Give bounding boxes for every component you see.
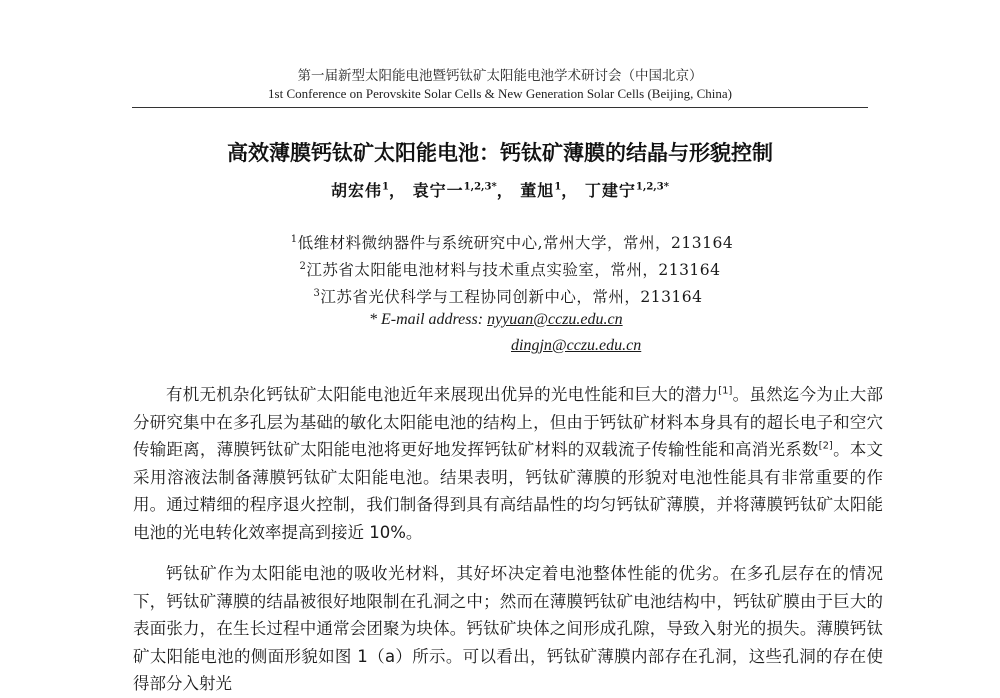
email-link-2[interactable]: dingjn@cczu.edu.cn bbox=[511, 337, 642, 354]
citation-ref: [2] bbox=[818, 440, 833, 452]
affiliation-2 bbox=[10, 258, 1000, 280]
author-name: 董旭 bbox=[520, 181, 555, 200]
email-line bbox=[369, 311, 623, 329]
author-affiliation-mark: 1 bbox=[382, 181, 390, 193]
email-line-2 bbox=[511, 337, 641, 355]
affiliation-mark: 1 bbox=[290, 233, 298, 245]
author-affiliation-mark: 1,2,3* bbox=[635, 181, 669, 193]
affiliation-text: 江苏省光伏科学与工程协同创新中心，常州，213164 bbox=[320, 288, 703, 306]
paragraph-text: 。虽然迄今为止大部分研究集中在多孔层为基础的敏化太阳能电池的结构上，但由于钙钛矿材料本身具有的超长电子和空穴传输距离，薄膜钙钛矿太阳能电池将更好地发挥钙钛矿材料的双载流子传输性能和高消光系数 bbox=[133, 385, 884, 460]
author-affiliation-mark: 1 bbox=[554, 181, 562, 193]
author-list bbox=[0, 178, 1000, 201]
conference-header-en: 1st Conference on Perovskite Solar Cells & New Generation Solar Cells (Beijing, China) bbox=[268, 86, 732, 101]
author-affiliation-mark: 1,2,3* bbox=[463, 181, 497, 193]
author-separator: ， bbox=[389, 181, 407, 200]
header-divider bbox=[132, 107, 868, 108]
paper-title: 高效薄膜钙钛矿太阳能电池：钙钛矿薄膜的结晶与形貌控制 bbox=[227, 141, 773, 165]
email-link-1[interactable]: nyyuan@cczu.edu.cn bbox=[487, 311, 623, 328]
affiliation-text: 江苏省太阳能电池材料与技术重点实验室，常州，213164 bbox=[306, 261, 721, 279]
paragraph-text: 。本文采用溶液法制备薄膜钙钛矿太阳能电池。结果表明，钙钛矿薄膜的形貌对电池性能具有非常重要的作用。通过精细的程序退火控制，我们制备得到具有高结晶性的均匀钙钛矿薄膜，并将薄膜钙钛矿太阳能电池的光电转化效率提高到接近 10%。 bbox=[133, 440, 884, 542]
author-name: 丁建宁 bbox=[584, 181, 636, 200]
affiliation-1 bbox=[12, 231, 1000, 253]
author-name: 袁宁一 bbox=[412, 181, 464, 200]
citation-ref: [1] bbox=[718, 385, 733, 397]
body-paragraph-1 bbox=[133, 381, 883, 547]
email-label: * E-mail address: bbox=[369, 311, 484, 328]
affiliation-mark: 3 bbox=[313, 287, 321, 299]
author-separator: ， bbox=[496, 181, 514, 200]
affiliation-mark: 2 bbox=[299, 260, 307, 272]
affiliation-text: 低维材料微纳器件与系统研究中心,常州大学，常州，213164 bbox=[297, 234, 734, 252]
conference-header-cn: 第一届新型太阳能电池暨钙钛矿太阳能电池学术研讨会（中国北京） bbox=[297, 68, 703, 84]
body-paragraph-2: 钙钛矿作为太阳能电池的吸收光材料，其好坏决定着电池整体性能的优劣。在多孔层存在的情况下，钙钛矿薄膜的结晶被很好地限制在孔洞之中；然而在薄膜钙钛矿电池结构中，钙钛矿膜由于巨大的表面张力，在生长过程中通常会团聚为块体。钙钛矿块体之间形成孔隙，导致入射光的损失。薄膜钙钛矿太阳能电池的侧面形貌如图 1（a）所示。可以看出，钙钛矿薄膜内部存在孔洞，这些孔洞的存在使得部分入射光 bbox=[133, 564, 883, 694]
paragraph-text: 有机无机杂化钙钛矿太阳能电池近年来展现出优异的光电性能和巨大的潜力 bbox=[166, 385, 719, 404]
affiliation-3 bbox=[8, 285, 1000, 307]
author-separator: ， bbox=[561, 181, 579, 200]
author-name: 胡宏伟 bbox=[331, 181, 383, 200]
